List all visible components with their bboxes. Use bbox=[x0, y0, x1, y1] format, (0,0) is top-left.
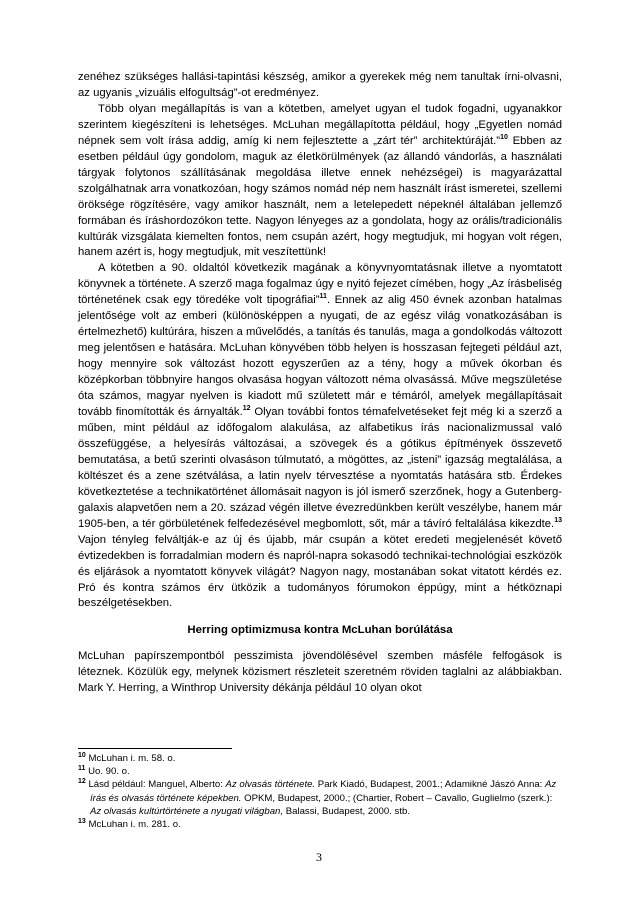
footnote-number: 11 bbox=[78, 765, 86, 773]
footnote-text: McLuhan i. m. 281. o. bbox=[88, 819, 181, 831]
paragraph-3 bbox=[78, 261, 562, 612]
footnote-ref-12[interactable]: 12 bbox=[242, 405, 251, 413]
footnote-ref-10[interactable]: 10 bbox=[500, 134, 508, 142]
paragraph-2-text-a: Több olyan megállapítás is van a kötetben, amelyet ugyan el tudok fogadni, ugyanakkor szerintem kiegészíteni is lehetséges. McLuhan megállapította például, hogy „Egyetlen nomád népnek sem volt írása addig, amíg ki nem fejlesztette a „zárt tér” architektúráját.” bbox=[78, 102, 562, 147]
paragraph-2-text-b: Ebben az esetben például úgy gondolom, maguk az életkörülmények (az állandó vándorlás, a használati tárgyak folytonos szállításának megoldása illetve ennek nehézségei) is magyarázattal szolgálhatnak arra vonatkozóan, hogy számos nomád nép nem használt írást ismeretei, szellemi öröksége rögzítésére, vagy amikor használt, nem a letelepedett népeknél általában jellemző formában és íráshordozókon tette. Nagyon lényeges az a gondolata, hogy az orális/tradicionális kultúrák vizsgálata kiemelten fontos, nem csupán azért, hogy megtudjuk, mi hogyan volt régen, hanem azért is, hogy megtudjuk, mit veszítettünk! bbox=[78, 134, 562, 259]
footnote-text: Balassi, Budapest, 2000. stb. bbox=[283, 805, 410, 817]
paragraph-4: McLuhan papírszempontból pesszimista jövendölésével szemben másféle felfogások is léteznek. Közülük egy, melynek közismert részleteit szeretném röviden taglalni az alábbiakban. Mark Y. Herring, a Winthrop University dékánja például 10 olyan okot bbox=[78, 650, 562, 695]
footnote-ref-13[interactable]: 13 bbox=[554, 516, 562, 524]
paragraph-2 bbox=[78, 102, 562, 262]
footnotes bbox=[78, 752, 562, 831]
footnote-ref-11[interactable]: 11 bbox=[319, 293, 327, 301]
footnote-text: Park Kiadó, Budapest, 2001.; Adamikné Jászó Anna: bbox=[315, 779, 546, 791]
paragraph-1: zenéhez szükséges hallási-tapintási készség, amikor a gyerekek még nem tanultak írni-olvasni, az ugyanis „vizuális elfogultság”-ot eredményez. bbox=[78, 71, 562, 99]
footnote-text: McLuhan i. m. 58. o. bbox=[88, 753, 176, 764]
page-number: 3 bbox=[316, 850, 322, 864]
paragraph-3-text-a: A kötetben a 90. oldaltól következik magának a könyvnyomtatásnak illetve a nyomtatott könyvnek a története. A szerző maga fogalmaz úgy e nyitó fejezet címében, hogy „Az írásbeliség történetének csak egy töredéke volt tipográfiai” bbox=[78, 262, 562, 307]
footnote-13 bbox=[78, 818, 562, 831]
paragraph-3-text-d: Vajon tényleg felváltják-e az új és újabb, már csupán a kötet eredeti megjelenését követő évtizedekben is forradalmian modern és napról-napra sokasodó technikai-technológiai eszközök és eljárások a nyomtatott könyvek világát? Nagyon nagy, mostanában sokat vitatott kérdés ez. Pró és kontra számos érv ütközik a tudományos fórumokon éppúgy, mint a hétköznapi beszélgetésekben. bbox=[78, 533, 562, 610]
body-text bbox=[78, 70, 562, 697]
footnote-text: OPKM, Budapest, 2000.; (Chartier, Robert – Cavallo, Guglielmo (szerk.): bbox=[241, 792, 553, 804]
paragraph-3-text-c: Olyan további fontos témafelvetéseket fejt még ki a szerző a műben, mint például az időfogalom alakulása, az alfabetikus írás nacionalizmussal való összefüggése, a helyesírás változásai, a szövegek és a gótikus építmények összevető bemutatása, a betű szerinti olvasáson túlmutató, a mögöttes, az „isteni” igazság megtalálása, a költészet és a zene szétválása, a latin nyelv térvesztése a nyomtatás hatására stb. Érdekes következtetése a technikatörténet állomásait nagyon is jól ismerő szerzőnek, hogy a Gutenberg-galaxis alapvetően nem a 20. század végén illetve évezredünkben került veszélybe, hanem már 1905-ben, a tér görbületének felfedezésével megbomlott, sőt, már a távíró feltalálása kikezdte. bbox=[78, 406, 562, 530]
footnote-number: 12 bbox=[78, 778, 86, 786]
footnote-number: 13 bbox=[78, 817, 86, 825]
footnote-11 bbox=[78, 765, 562, 778]
paragraph-3-text-b: . Ennek az alig 450 évnek azonban hatalmas jelentősége volt az emberi (különösképpen a nyugati, de az egész világ vonatkozásában is értelmezhető) kultúrára, hiszen a művelődés, a tanítás és tanulás, maga a gondolkodás változott meg jelentősen e hatására. McLuhan könyvében több helyen is hosszasan fejtegeti például azt, hogy mennyire sok változást hozott egyszerűen az a tény, hogy a művek ókorban és középkorban többnyire hangos olvasása hogyan változott néma olvasássá. Műve megszületése óta számos, magyar nyelven is kiadott mű született már e témáról, amelyek megállapításait tovább finomították és árnyalták. bbox=[78, 294, 562, 419]
footnote-10 bbox=[78, 752, 562, 765]
footnote-separator bbox=[78, 748, 232, 749]
section-heading: Herring optimizmusa kontra McLuhan borúlátása bbox=[187, 624, 453, 637]
footnote-text: Lásd például: Manguel, Alberto: bbox=[88, 779, 226, 791]
footnote-text: Uo. 90. o. bbox=[88, 766, 130, 778]
footnote-12 bbox=[78, 778, 562, 818]
footnote-number: 10 bbox=[78, 751, 86, 759]
book-title: Az írás és olvasás története képekben. bbox=[90, 779, 557, 804]
book-title: Az olvasás kultúrtörténete a nyugati világban, bbox=[90, 805, 284, 817]
book-title: Az olvasás története. bbox=[225, 779, 316, 791]
